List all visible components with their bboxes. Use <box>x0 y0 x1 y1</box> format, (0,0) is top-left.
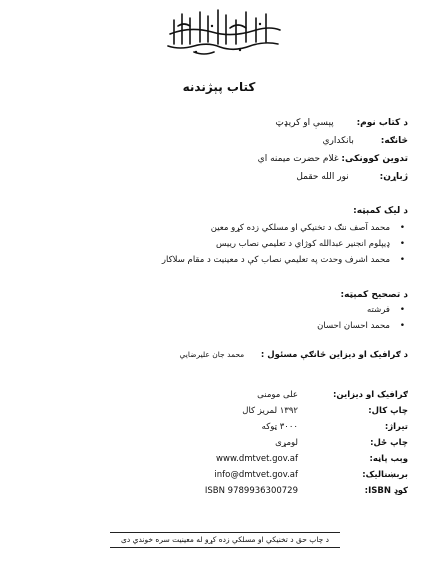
compiler-row <box>258 154 408 164</box>
colophon-row <box>140 470 408 486</box>
book-name-value: پېسې او کریډټ <box>275 118 334 128</box>
list-item: • فرشته <box>317 302 408 318</box>
email-label: بربښنالیک: <box>362 470 408 480</box>
translator-row <box>296 172 408 182</box>
isbn-label: کوډ ISBN: <box>364 486 408 496</box>
list-item: • محمد احسان احسان <box>317 318 408 334</box>
colophon-row <box>140 422 408 438</box>
colophon-row <box>140 390 408 406</box>
website-value[interactable]: www.dmtvet.gov.af <box>216 454 298 464</box>
designer-value: علی مومنی <box>257 390 298 400</box>
writing-committee-list <box>162 220 408 268</box>
branch-value: بانکداري <box>322 136 354 146</box>
print-run-label: تیراژ: <box>384 422 408 432</box>
list-item: • محمد اشرف وحدت په تعلیمي نصاب کې د معینیت د مقام سلاکار <box>162 252 408 268</box>
edition-value: لومړی <box>275 438 298 448</box>
graphics-officer-row <box>180 350 408 360</box>
branch-label: څانګه: <box>380 136 408 146</box>
writing-committee-heading: د لیک کمېټه: <box>353 206 408 216</box>
designer-label: ګرافیک او دیزاین: <box>333 390 408 400</box>
compiler-label: تدوین کوونکی: <box>341 154 408 164</box>
edition-label: چاپ ځل: <box>370 438 408 448</box>
list-item: • محمد آصف ننګ د تخنیکي او مسلکي زده کړو معین <box>162 220 408 236</box>
translator-value: نور الله حقمل <box>296 172 349 182</box>
branch-row <box>323 136 409 146</box>
book-name-row <box>275 118 408 128</box>
colophon-row <box>140 454 408 470</box>
print-year-value: ۱۳۹۲ لمریز کال <box>242 406 298 416</box>
website-label: وېب پاڼه: <box>369 454 408 464</box>
graphics-officer-value: محمد جان علیرضایي <box>179 350 245 359</box>
print-year-label: چاپ کال: <box>368 406 408 416</box>
colophon-row <box>140 406 408 422</box>
colophon-row <box>140 438 408 454</box>
print-run-value: ۳۰۰۰ ټوکه <box>261 422 298 432</box>
bismillah-calligraphy-logo <box>160 6 284 56</box>
page-title: کتاب پېژندنه <box>182 80 256 94</box>
email-value[interactable]: info@dmtvet.gov.af <box>214 470 298 480</box>
translator-label: ژباړن: <box>379 172 408 182</box>
colophon-row <box>140 486 408 502</box>
correction-committee-heading: د تصحیح کمېټه: <box>340 290 408 300</box>
copyright-notice: د چاپ حق د تخنیکي او مسلکي زده کړو له معینیت سره خوندي دی <box>110 532 340 548</box>
correction-committee-list <box>317 302 408 334</box>
compiler-value: غلام حضرت میمنه اي <box>257 154 339 164</box>
isbn-value: ISBN 9789936300729 <box>204 486 298 496</box>
book-name-label: د کتاب نوم: <box>356 118 408 128</box>
graphics-officer-label: د ګرافیک او دیزاین څانګې مسئول : <box>260 350 408 360</box>
list-item: • ډیپلوم انجنیر عبدالله کوژاي د تعلیمي نصاب رییس <box>162 236 408 252</box>
